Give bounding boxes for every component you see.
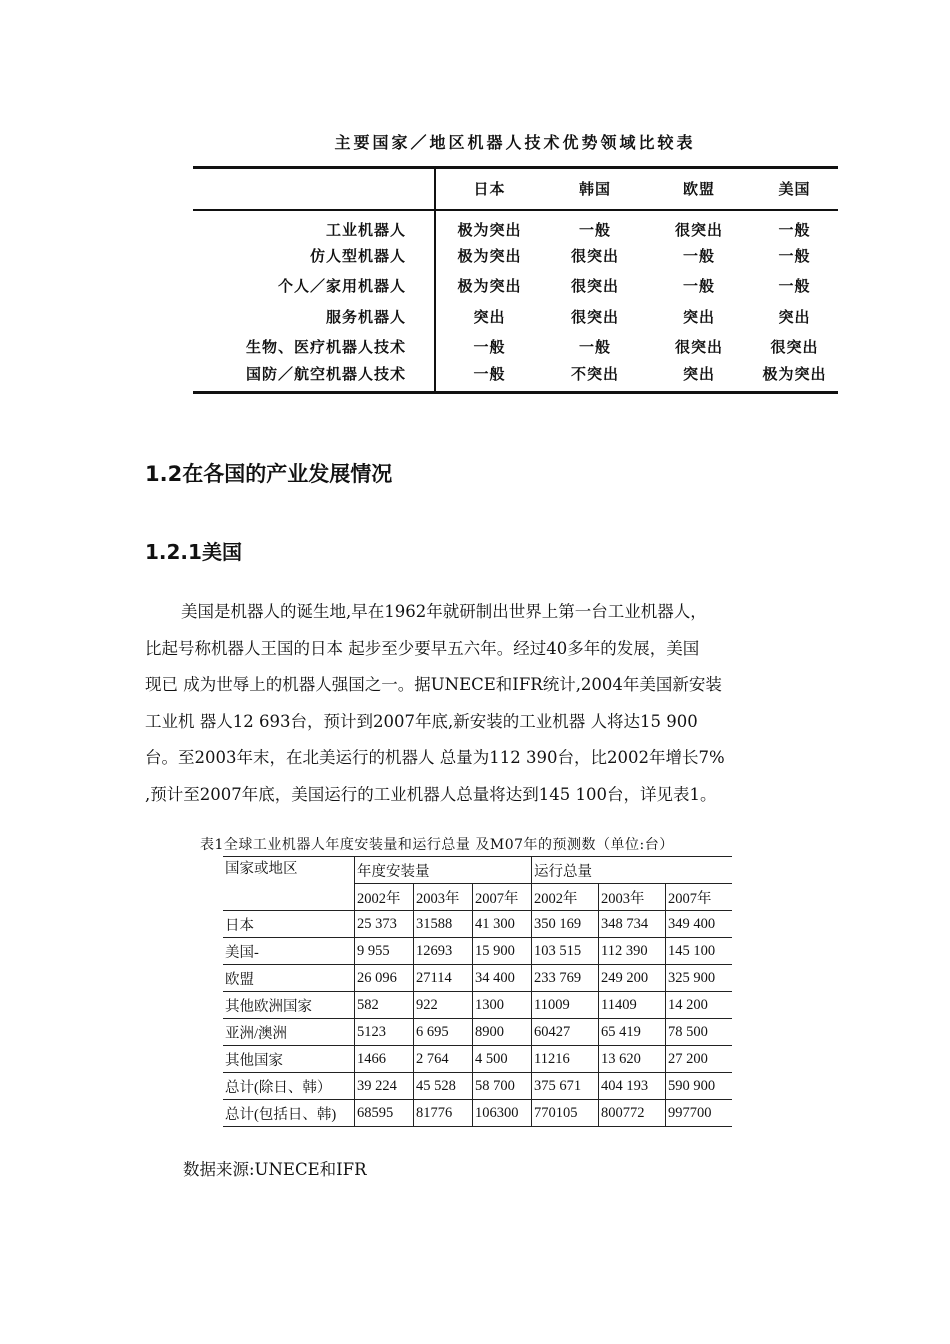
region-cell: 总计(除日、韩） <box>223 1073 355 1100</box>
comparison-cell: 极为突出 <box>457 246 522 265</box>
comparison-table-title: 主要国家／地区机器人技术优势领域比较表 <box>334 133 696 152</box>
value-cell: 39 224 <box>355 1073 414 1100</box>
comparison-cell: 一般 <box>682 246 715 265</box>
comparison-cell: 一般 <box>578 338 611 357</box>
value-cell: 45 528 <box>414 1073 473 1100</box>
comparison-row-label: 服务机器人 <box>193 301 435 332</box>
comparison-cell: 突出 <box>647 362 751 393</box>
region-cell: 亚洲/澳洲 <box>223 1019 355 1046</box>
comparison-cell: 一般 <box>778 277 811 296</box>
body-paragraph <box>145 594 810 813</box>
value-cell: 14 200 <box>666 992 733 1019</box>
region-cell: 其他国家 <box>223 1046 355 1073</box>
table-caption: 表1全球工业机器人年度安装量和运行总量 及M07年的预测数（单位:台） <box>200 837 674 853</box>
table-row <box>223 911 732 938</box>
table-row <box>223 1046 732 1073</box>
annual-installations-header: 年度安装量 <box>355 857 532 884</box>
value-cell: 68595 <box>355 1100 414 1127</box>
value-cell: 249 200 <box>599 965 666 992</box>
value-cell: 106300 <box>473 1100 532 1127</box>
value-cell: 2 764 <box>414 1046 473 1073</box>
value-cell: 11409 <box>599 992 666 1019</box>
value-cell: 12693 <box>414 938 473 965</box>
year-header: 2002年 <box>355 884 414 911</box>
value-cell: 31588 <box>414 911 473 938</box>
year-header: 2003年 <box>599 884 666 911</box>
year-header: 2003年 <box>414 884 473 911</box>
comparison-cell: 不突出 <box>543 362 647 393</box>
paragraph-line: ,预计至2007年底，美国运行的工业机器人总量将达到145 100台，详见表1。 <box>145 784 717 804</box>
comparison-cell: 很突出 <box>674 338 723 357</box>
value-cell: 1466 <box>355 1046 414 1073</box>
value-cell: 9 955 <box>355 938 414 965</box>
value-cell: 349 400 <box>666 911 733 938</box>
paragraph-line: 现已 成为世辱上的机器人强国之一。据UNECE和IFR统计,2004年美国新安装 <box>145 675 722 694</box>
comparison-cell: 一般 <box>435 362 543 393</box>
table-row <box>223 965 732 992</box>
table-header-row <box>223 857 732 884</box>
comparison-row-label: 生物、医疗机器人技术 <box>193 332 435 363</box>
region-cell: 日本 <box>223 911 355 938</box>
table-row <box>223 992 732 1019</box>
value-cell: 233 769 <box>532 965 599 992</box>
value-cell: 770105 <box>532 1100 599 1127</box>
region-cell: 美国- <box>223 938 355 965</box>
comparison-row-label: 个人／家用机器人 <box>193 271 435 302</box>
subsection-heading: 1.2.1美国 <box>145 540 242 564</box>
value-cell: 1300 <box>473 992 532 1019</box>
value-cell: 6 695 <box>414 1019 473 1046</box>
value-cell: 350 169 <box>532 911 599 938</box>
comparison-cell: 一般 <box>682 277 715 296</box>
comparison-header-japan: 日本 <box>435 168 543 210</box>
value-cell: 81776 <box>414 1100 473 1127</box>
comparison-cell: 很突出 <box>674 220 723 239</box>
value-cell: 103 515 <box>532 938 599 965</box>
value-cell: 590 900 <box>666 1073 733 1100</box>
comparison-row <box>193 271 838 302</box>
region-column-header: 国家或地区 <box>223 857 355 911</box>
value-cell: 375 671 <box>532 1073 599 1100</box>
year-header: 2002年 <box>532 884 599 911</box>
section-heading: 1.2在各国的产业发展情况 <box>145 462 393 486</box>
value-cell: 800772 <box>599 1100 666 1127</box>
comparison-cell: 很突出 <box>770 338 819 357</box>
comparison-cell: 突出 <box>682 307 715 326</box>
year-header: 2007年 <box>666 884 733 911</box>
value-cell: 922 <box>414 992 473 1019</box>
table-row <box>223 1100 732 1127</box>
comparison-cell: 极为突出 <box>457 277 522 296</box>
paragraph-line: 比起号称机器人王国的日本 起步至少要早五六年。经过40多年的发展，美国 <box>145 638 700 658</box>
value-cell: 25 373 <box>355 911 414 938</box>
paragraph-line: 工业机 器人12 693台，预计到2007年底,新安装的工业机器 人将达15 900 <box>145 711 698 731</box>
source-note: 数据来源:UNECE和IFR <box>183 1160 367 1179</box>
comparison-cell: 一般 <box>473 338 506 357</box>
value-cell: 11009 <box>532 992 599 1019</box>
comparison-cell: 很突出 <box>570 307 619 326</box>
comparison-cell: 很突出 <box>570 277 619 296</box>
value-cell: 65 419 <box>599 1019 666 1046</box>
paragraph-line: 台。至2003年末，在北美运行的机器人 总量为112 390台，比2002年增长7% <box>145 748 725 767</box>
value-cell: 145 100 <box>666 938 733 965</box>
table-row <box>223 1073 732 1100</box>
value-cell: 4 500 <box>473 1046 532 1073</box>
comparison-cell: 一般 <box>778 220 811 239</box>
comparison-corner-cell <box>193 168 435 210</box>
value-cell: 404 193 <box>599 1073 666 1100</box>
installations-table <box>223 856 732 1127</box>
comparison-cell: 一般 <box>578 220 611 239</box>
value-cell: 997700 <box>666 1100 733 1127</box>
comparison-cell: 一般 <box>778 246 811 265</box>
value-cell: 325 900 <box>666 965 733 992</box>
comparison-row-label: 工业机器人 <box>193 210 435 241</box>
operational-total-header: 运行总量 <box>532 857 733 884</box>
value-cell: 60427 <box>532 1019 599 1046</box>
value-cell: 8900 <box>473 1019 532 1046</box>
table-row <box>223 1019 732 1046</box>
comparison-header-korea: 韩国 <box>543 168 647 210</box>
comparison-cell: 极为突出 <box>457 220 522 239</box>
comparison-table <box>193 166 838 394</box>
value-cell: 582 <box>355 992 414 1019</box>
comparison-header-eu: 欧盟 <box>647 168 751 210</box>
value-cell: 112 390 <box>599 938 666 965</box>
value-cell: 27 200 <box>666 1046 733 1073</box>
value-cell: 41 300 <box>473 911 532 938</box>
value-cell: 11216 <box>532 1046 599 1073</box>
value-cell: 58 700 <box>473 1073 532 1100</box>
value-cell: 348 734 <box>599 911 666 938</box>
comparison-row <box>193 301 838 332</box>
comparison-row <box>193 210 838 241</box>
comparison-row <box>193 332 838 363</box>
year-header: 2007年 <box>473 884 532 911</box>
value-cell: 13 620 <box>599 1046 666 1073</box>
comparison-row <box>193 362 838 393</box>
comparison-row-label: 国防／航空机器人技术 <box>193 362 435 393</box>
value-cell: 26 096 <box>355 965 414 992</box>
region-cell: 总计(包括日、韩) <box>223 1100 355 1127</box>
comparison-header-usa: 美国 <box>751 168 838 210</box>
region-cell: 其他欧洲国家 <box>223 992 355 1019</box>
comparison-cell: 极为突出 <box>751 362 838 393</box>
value-cell: 78 500 <box>666 1019 733 1046</box>
region-cell: 欧盟 <box>223 965 355 992</box>
comparison-row <box>193 240 838 271</box>
comparison-cell: 很突出 <box>570 246 619 265</box>
value-cell: 5123 <box>355 1019 414 1046</box>
comparison-row-label: 仿人型机器人 <box>193 240 435 271</box>
table-row <box>223 938 732 965</box>
paragraph-line: 美国是机器人的诞生地,早在1962年就研制出世界上第一台工业机器人， <box>181 602 707 621</box>
value-cell: 15 900 <box>473 938 532 965</box>
value-cell: 27114 <box>414 965 473 992</box>
value-cell: 34 400 <box>473 965 532 992</box>
comparison-cell: 突出 <box>473 307 506 326</box>
comparison-cell: 突出 <box>778 307 811 326</box>
